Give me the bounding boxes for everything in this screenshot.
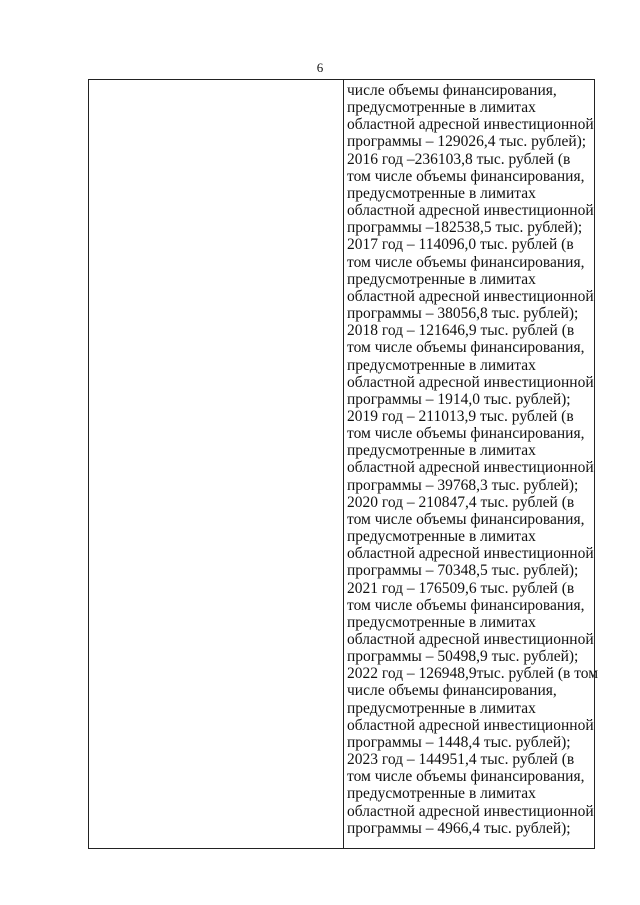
text-line: программы – 50498,9 тыс. рублей); [347, 648, 579, 666]
document-table [88, 79, 599, 849]
text-line: предусмотренные в лимитах [347, 270, 536, 288]
right-cell [344, 80, 599, 849]
text-line: программы – 1914,0 тыс. рублей); [347, 390, 571, 408]
text-line: том числе объемы финансирования, [347, 253, 585, 271]
text-line: областной адресной инвестиционной [347, 716, 594, 734]
text-line: программы – 39768,3 тыс. рублей); [347, 476, 579, 494]
text-line: программы – 38056,8 тыс. рублей); [347, 305, 579, 323]
text-line: том числе объемы финансирования, [347, 425, 585, 443]
text-line: предусмотренные в лимитах [347, 613, 536, 631]
text-line: областной адресной инвестиционной [347, 459, 594, 477]
text-line: 2020 год – 210847,4 тыс. рублей (в [347, 493, 575, 511]
text-line: предусмотренные в лимитах [347, 442, 536, 460]
text-line: областной адресной инвестиционной [347, 373, 594, 391]
text-line: предусмотренные в лимитах [347, 184, 536, 202]
text-line: числе объемы финансирования, [347, 682, 557, 700]
text-line: 2019 год – 211013,9 тыс. рублей (в [347, 407, 574, 425]
text-line: том числе объемы финансирования, [347, 768, 585, 786]
table-row [89, 80, 595, 849]
text-line: том числе объемы финансирования, [347, 339, 585, 357]
text-line: том числе объемы финансирования, [347, 167, 585, 185]
text-line: 2022 год – 126948,9тыс. рублей (в том [347, 665, 599, 683]
text-line: 2016 год –236103,8 тыс. рублей (в [347, 150, 571, 168]
text-line: областной адресной инвестиционной [347, 802, 594, 820]
text-line: 2021 год – 176509,6 тыс. рублей (в [347, 579, 575, 597]
text-line: областной адресной инвестиционной [347, 202, 594, 220]
text-line: программы –182538,5 тыс. рублей); [347, 219, 583, 237]
text-line: программы – 129026,4 тыс. рублей); [347, 133, 587, 151]
text-line: предусмотренные в лимитах [347, 356, 536, 374]
text-line: программы – 4966,4 тыс. рублей); [347, 819, 571, 837]
text-line: предусмотренные в лимитах [347, 785, 536, 803]
text-line: 2018 год – 121646,9 тыс. рублей (в [347, 322, 575, 340]
text-line: областной адресной инвестиционной [347, 116, 594, 134]
left-cell [89, 80, 344, 849]
text-line: 2023 год – 144951,4 тыс. рублей (в [347, 751, 575, 769]
cell-text [344, 80, 599, 837]
page-number: 6 [316, 60, 324, 75]
text-line: областной адресной инвестиционной [347, 631, 594, 648]
text-line: предусмотренные в лимитах [347, 699, 536, 717]
text-line: программы – 70348,5 тыс. рублей); [347, 562, 579, 580]
text-line: том числе объемы финансирования, [347, 596, 585, 614]
text-line: предусмотренные в лимитах [347, 528, 536, 546]
text-line: 2017 год – 114096,0 тыс. рублей (в [347, 236, 574, 254]
text-line: предусмотренные в лимитах [347, 99, 536, 117]
text-line: программы – 1448,4 тыс. рублей); [347, 733, 571, 751]
text-line: числе объемы финансирования, [347, 82, 557, 99]
text-line: том числе объемы финансирования, [347, 510, 585, 528]
text-line: областной адресной инвестиционной [347, 545, 594, 563]
text-line: областной адресной инвестиционной [347, 287, 594, 305]
